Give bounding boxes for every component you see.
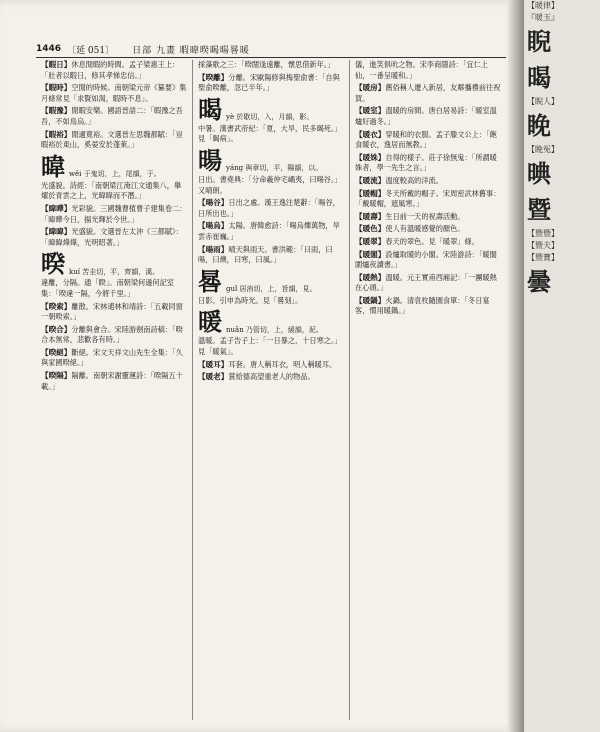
dictionary-entry	[198, 175, 344, 196]
entry-headword: 【暇日】	[41, 60, 72, 69]
entry-headword: 【暌絕】	[41, 347, 72, 357]
entry-columns	[36, 60, 506, 720]
entry-definition: 光盛貌。文選晉左太沖《三都賦》：「暐暐燁燁，光明昭著。」	[41, 227, 183, 247]
dictionary-entry	[198, 60, 344, 71]
right-page-fragment: 【暨寶】	[527, 253, 559, 262]
dictionary-page-right	[524, 0, 600, 732]
dictionary-entry	[41, 371, 187, 392]
pronunciation: yáng 與章切，平，陽韻，以。	[226, 164, 323, 173]
entry-definition: 火鍋。清袁枚隨園食單：「冬日宴客，慣用暖鍋。」	[355, 295, 490, 316]
entry-definition: 賞給德高望重老人的物品。	[228, 372, 315, 382]
entry-definition: 日影。引申為時光。見「晷刻」。	[198, 295, 303, 305]
entry-definition: 晴天與雨天。書洪範：「曰雨，曰暘，曰燠，曰寒，曰風。」	[198, 244, 333, 265]
pronunciation: yè 於歇切，入，月韻，影。	[226, 113, 314, 122]
dictionary-entry	[41, 130, 187, 151]
headword-glyph: 晷	[198, 266, 222, 296]
headword-glyph: 暍	[198, 94, 222, 124]
headword-glyph: 暖	[198, 307, 222, 337]
header-range: 日部 九畫 暇暐暌暍暘晷暖	[132, 45, 250, 56]
right-page-fragment: 暨	[527, 195, 551, 224]
dictionary-entry	[355, 83, 501, 104]
dictionary-entry	[41, 302, 187, 323]
entry-headword: 【暐曄】	[41, 203, 72, 213]
entry-definition: 儀，進笑俱吮之物。宋李商隱詩：「宜仁上仙，一番呈暖和。」	[355, 60, 488, 80]
right-page-fragment: 【暨夫】	[527, 241, 559, 250]
entry-headword: 【暖室】	[355, 106, 386, 116]
dictionary-entry	[355, 106, 501, 127]
pronunciation: wěi 于鬼切，上，尾韻，于。	[69, 170, 161, 179]
headword-character	[198, 266, 344, 296]
entry-headword: 【暖姝】	[355, 152, 386, 162]
entry-definition: 溫暖的房間。唐白居易詩：「暖室温爐好過冬。」	[355, 106, 497, 126]
entry-definition: 離散。宋林逋林和靖詩：「五載同窗一朝暌索。」	[41, 301, 183, 322]
entry-headword: 【暘谷】	[198, 198, 229, 208]
entry-headword: 【暖房】	[355, 83, 386, 93]
headword-character	[198, 94, 344, 124]
pronunciation: guǐ 居洧切，上，旨韻，見。	[226, 285, 317, 294]
entry-definition: 溫暖。元王實甫西廂記：「一團暖熱在心頭。」	[355, 272, 497, 293]
headword-character	[41, 251, 187, 277]
entry-headword: 【暖壽】	[355, 211, 386, 221]
entry-headword: 【暇時】	[41, 83, 72, 93]
entry-definition: 冬天所戴的帽子。宋周密武林舊事：「戴暖帽，遮風寒。」	[355, 188, 501, 209]
entry-definition: 春天的翠色。見「暖翠」條。	[385, 236, 479, 246]
entry-headword: 【暇豫】	[41, 106, 72, 116]
dictionary-entry	[198, 221, 344, 242]
dictionary-entry	[355, 296, 501, 317]
right-page-fragment: 睨	[527, 27, 551, 56]
dictionary-entry	[41, 278, 187, 299]
headword-glyph: 暘	[198, 145, 222, 175]
dictionary-entry	[41, 227, 187, 248]
dictionary-entry	[355, 130, 501, 151]
entry-headword: 【暖流】	[355, 175, 386, 185]
headword-character	[198, 145, 344, 175]
dictionary-entry	[198, 296, 344, 307]
entry-headword: 【暌索】	[41, 301, 72, 311]
entry-definition: 閒暇安樂。國語晉語二：「暇豫之吾吾，不如鳥烏。」	[41, 106, 183, 126]
dictionary-entry	[198, 73, 344, 94]
right-page-fragment: 曇	[527, 267, 551, 296]
dictionary-entry	[355, 237, 501, 248]
dictionary-entry	[198, 198, 344, 219]
entry-headword: 【暖熱】	[355, 272, 386, 282]
entry-headword: 【暖閣】	[355, 249, 386, 259]
right-page-fragment: 晪	[527, 159, 551, 188]
entry-headword: 【暖色】	[355, 224, 386, 234]
right-page-fragment: 暍	[527, 63, 551, 92]
column-2	[192, 60, 349, 720]
dictionary-entry	[355, 224, 501, 235]
entry-definition: 太陽。唐韓愈詩：「暘烏爍萬物，旱雲赤崔巍。」	[198, 221, 340, 241]
dictionary-entry	[198, 124, 344, 145]
entry-definition: 自得的樣子。莊子徐無鬼：「所謂暖姝者，學一先生之言。」	[355, 152, 497, 173]
entry-headword: 【暌隔】	[41, 371, 72, 381]
column-3	[349, 60, 506, 720]
dictionary-entry	[198, 245, 344, 266]
entry-definition: 斷絕。宋文天祥文山先生全集：「久與家國暌絕。」	[41, 347, 183, 368]
entry-headword: 【暌離】	[198, 72, 229, 82]
entry-definition: 使人有溫暖感覺的顏色。	[385, 224, 465, 234]
headword-character	[41, 151, 187, 181]
right-page-fragment: 【睌冤】	[527, 145, 559, 154]
entry-headword: 【暇裕】	[41, 129, 72, 139]
headword-glyph: 暐	[41, 151, 65, 181]
right-page-fragment: 【暖律】	[527, 1, 559, 10]
entry-definition: 生日前一天的祝壽活動。	[385, 211, 465, 221]
dictionary-entry	[355, 153, 501, 174]
entry-definition: 設爐取暖的小閣。宋陸游詩：「暖閣圍爐夜讀書。」	[355, 249, 497, 270]
entry-definition: 空閒的時候。南朝梁元帝《纂要》集月條常見「求賢如渴，暇時不息」。	[41, 83, 187, 103]
entry-headword: 【暖帽】	[355, 188, 386, 198]
right-page-fragment: 睌	[527, 111, 551, 140]
entry-headword: 【暘烏】	[198, 221, 229, 231]
right-page-fragment: 【睨人】	[527, 97, 559, 106]
pronunciation: nuǎn 乃管切，上，緩韻，泥。	[226, 325, 323, 334]
column-1	[36, 60, 192, 720]
entry-headword: 【暌合】	[41, 324, 72, 334]
dictionary-entry	[355, 250, 501, 271]
page-header	[36, 41, 506, 58]
entry-definition: 日出。書堯典：「分命羲仲宅嵎夷，曰暘谷。」又晴朗。	[198, 174, 342, 195]
entry-definition: 隔離。南朝宋謝靈運詩：「暌隔五十載。」	[41, 371, 183, 391]
dictionary-entry	[41, 325, 187, 346]
book-gutter	[508, 0, 524, 732]
entry-definition: 光彩貌。三國魏曹植曹子建集卷二：「暐曄今日，揚光輝於今世。」	[41, 203, 187, 224]
entry-definition: 穿暖和的衣服。孟子滕文公上：「飽食暖衣，逸居而無教。」	[355, 129, 497, 150]
dictionary-entry	[41, 60, 187, 81]
entry-headword: 【暖鍋】	[355, 295, 386, 305]
entry-definition: 舊俗稱人遷入新居，友鄰攜禮前往祝賀。	[355, 83, 501, 103]
entry-headword: 【暐暐】	[41, 227, 72, 237]
entry-definition: 休息閒暇的時間。孟子梁惠王上：「壯者以暇日，修其孝悌忠信。」	[41, 60, 180, 80]
entry-definition: 違離，分隔。通「睽」。南朝梁何遜何記室集：「暌違一隔，今將千里。」	[41, 278, 174, 298]
dictionary-entry	[355, 273, 501, 294]
page-reference: 〔延 051〕	[67, 45, 115, 56]
entry-definition: 日出之處。漢王逸注楚辭：「暘谷，日所出也。」	[198, 198, 340, 218]
entry-definition: 採藻歌之三：「暌闊逢遠離，懷思借新年。」	[198, 60, 335, 69]
entry-headword: 【暖耳】	[198, 359, 229, 369]
entry-headword: 【暖翠】	[355, 236, 386, 246]
dictionary-entry	[355, 176, 501, 187]
entry-definition: 耳套。唐人稱耳衣，明人稱暖耳。	[228, 359, 337, 369]
entry-definition: 分離。宋歐陽修與梅聖俞書：「自與聖俞暌離，忽已半年。」	[198, 72, 340, 93]
entry-definition: 溫度較高的洋流。	[385, 175, 443, 185]
headword-glyph: 暌	[41, 249, 65, 279]
dictionary-entry	[355, 189, 501, 210]
entry-headword: 【暖老】	[198, 372, 229, 382]
entry-definition: 分離與會合。宋陸游劍南詩稿：「暌合本無常，悲歡各有時。」	[41, 324, 183, 345]
entry-definition: 溫暖。孟子告子上：「一日暴之，十日寒之。」見「暖氣」。	[198, 336, 342, 356]
dictionary-entry	[41, 83, 187, 104]
dictionary-entry	[198, 336, 344, 357]
dictionary-entry	[41, 204, 187, 225]
right-page-fragment: 【暨暨】	[527, 229, 559, 238]
dictionary-entry	[41, 106, 187, 127]
dictionary-entry	[198, 360, 344, 371]
right-page-fragment: 『暖玉』	[527, 13, 559, 22]
pronunciation: kuí 苦圭切，平，齊韻，溪。	[69, 267, 160, 276]
dictionary-entry	[355, 212, 501, 223]
dictionary-entry	[41, 348, 187, 369]
dictionary-entry	[41, 181, 187, 202]
dictionary-entry	[355, 60, 501, 81]
entry-headword: 【暖衣】	[355, 129, 386, 139]
page-number: 1446	[36, 44, 62, 54]
entry-definition: 光盛貌。詩經：「南朝梁江淹江文通集八，舉燿於青雲之上，光暐暐而不潛。」	[41, 180, 182, 201]
entry-definition: 中暑。漢書武帝紀：「夏，大旱，民多暍死。」見「暍病」。	[198, 123, 342, 144]
entry-definition: 閒適寬裕。文選晉左思魏都賦：「豈暇裕於東山，奚晏安於蓬萊。」	[41, 129, 183, 150]
headword-character	[198, 309, 344, 335]
entry-headword: 【暘雨】	[198, 244, 229, 254]
dictionary-entry	[198, 372, 344, 383]
